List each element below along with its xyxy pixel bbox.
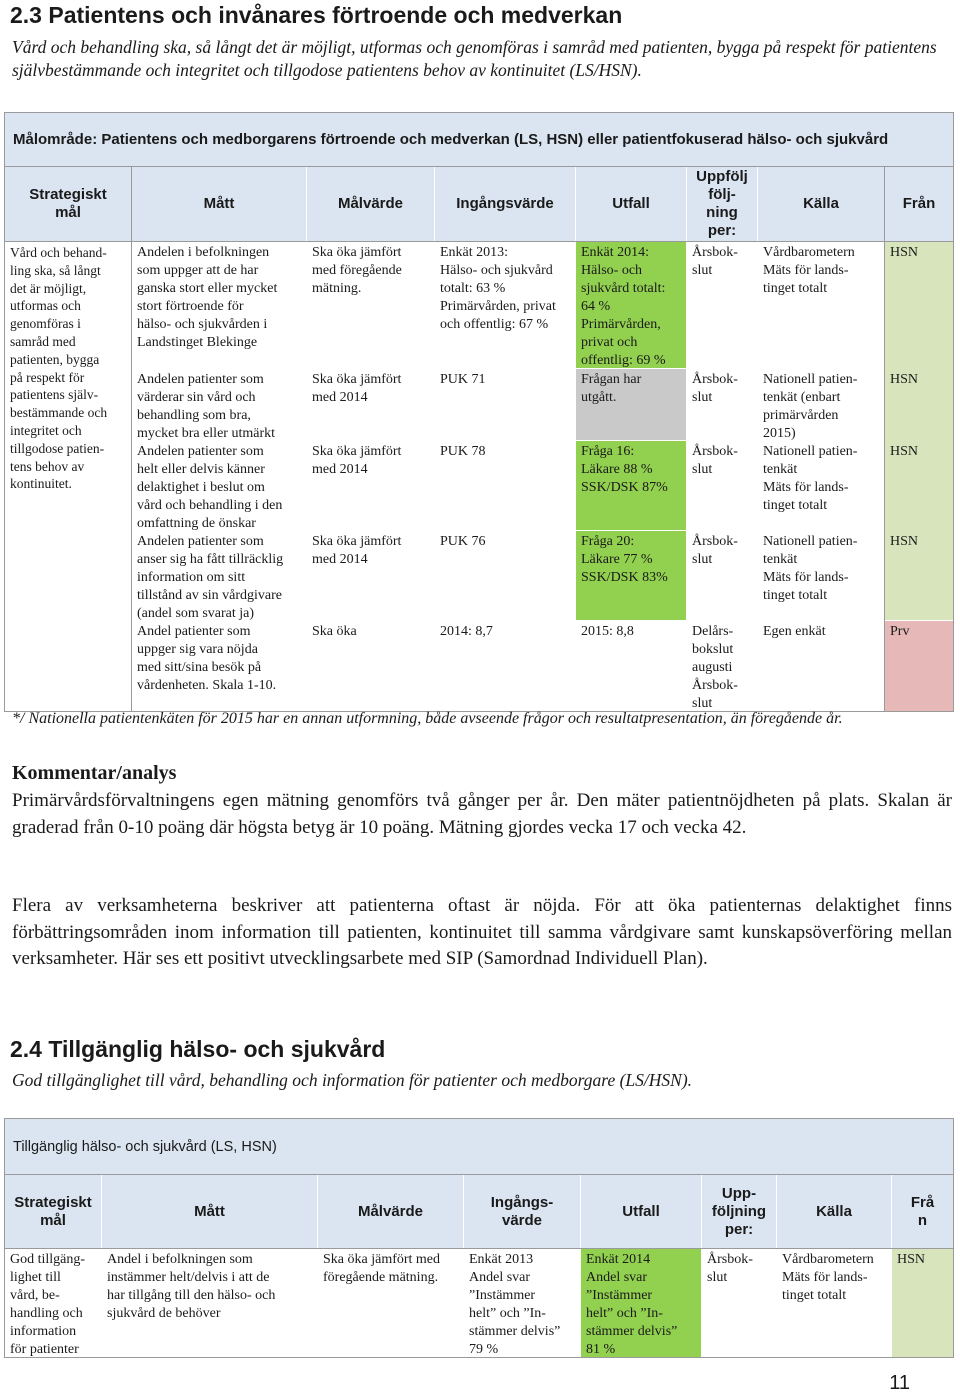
row4-source: Nationell patien- tenkät Mäts för lands- tinget totalt	[763, 534, 858, 603]
header-from: Från	[885, 167, 953, 241]
comment-paragraph-2: Flera av verksamheterna beskriver att patienterna oftast är nöjda. För att öka patienternas delaktighet finns förbättringsområden inom information till patienten, kontinuitet till samma vårdgivare samt kunskapsöverföring mellan verksamheter. Här ses ett positivt utvecklingsarbete med SIP (Samordnad Individuell Plan).	[12, 895, 952, 969]
row5-target: Ska öka	[312, 624, 357, 639]
from-bg-hsn	[885, 242, 953, 620]
row3-measure: Andelen patienter som helt eller delvis känner delaktighet i beslut om vård och behandling i den omfattning de önskar	[137, 444, 283, 531]
row4-target: Ska öka jämfört med 2014	[312, 534, 402, 567]
header-target-value: Målvärde	[307, 167, 434, 241]
grid-line	[884, 167, 885, 712]
row1-measure: Andelen i befolkningen som uppger att de har ganska stort eller mycket stort förtroende för hälso- och sjukvården i Landstinget Blekinge	[137, 245, 278, 350]
table-title: Tillgänglig hälso- och sjukvård (LS, HSN)	[5, 1119, 953, 1175]
grid-line	[131, 167, 132, 712]
row1-target: Ska öka jämfört med föregående mätning.	[312, 245, 402, 296]
row3-from: HSN	[890, 444, 919, 459]
header-source: Källa	[777, 1175, 891, 1248]
row2-outcome: Frågan har utgått.	[581, 372, 642, 405]
header-outcome: Utfall	[581, 1175, 701, 1248]
row4-from: HSN	[890, 534, 919, 549]
section-heading-2-3: 2.3 Patientens och invånares förtroende och medverkan	[10, 2, 623, 28]
comment-paragraph-1: Primärvårdsförvaltningens egen mätning genomförs två gånger per år. Den mäter patientnöjdheten på plats. Skalan är graderad från 0-10 poäng där högsta betyg är 10 poäng. Mätning gjordes vecka 17 och vecka 42.	[12, 790, 952, 838]
row3-source: Nationell patien- tenkät Mäts för lands- tinget totalt	[763, 444, 858, 513]
footnote: */ Nationella patientenkäten för 2015 har en annan utformning, både avseende frågor och resultatpresentation, än föregående år.	[12, 710, 843, 727]
page-number: 11	[889, 1372, 910, 1393]
t2-followup: Årsbok- slut	[707, 1252, 753, 1285]
row2-measure: Andelen patienter som värderar sin vård och behandling som bra, mycket bra eller utmärkt	[137, 372, 275, 441]
t2-strategic-goal: God tillgäng- lighet till vård, be- handling och information för patienter	[10, 1252, 86, 1357]
strategic-goal-text: Vård och behand- ling ska, så långt det är möjligt, utformas och genomföras i samråd med patienten, bygga på respekt för patientens själv- bestämmande och integritet och tillgodose patien- tens behov av kontinuitet.	[10, 245, 108, 492]
t2-baseline: Enkät 2013 Andel svar ”Instämmer helt” och ”In- stämmer delvis” 79 %	[469, 1252, 561, 1357]
t2-source: Vårdbarometern Mäts för lands- tinget totalt	[782, 1252, 874, 1303]
row1-outcome: Enkät 2014: Hälso- och sjukvård totalt: 64 % Primärvården, privat och offentlig: 69 %	[581, 245, 666, 368]
section-lead-2-3: Vård och behandling ska, så långt det är möjligt, utformas och genomföras i samråd med patienten, bygga på respekt för patientens självbestämmande och integritet och tillgodose patientens behov av kontinuitet (LS/HSN).	[12, 37, 937, 80]
row1-followup: Årsbok- slut	[692, 245, 738, 278]
header-baseline: Ingångsvärde	[435, 167, 575, 241]
t2-target: Ska öka jämfört med föregående mätning.	[323, 1252, 441, 1285]
row5-followup: Delårs- bokslut augusti Årsbok- slut	[692, 624, 738, 711]
header-strategic-goal: Strategiskt mål	[5, 1175, 101, 1248]
row5-outcome: 2015: 8,8	[581, 624, 634, 639]
row1-baseline: Enkät 2013: Hälso- och sjukvård totalt: 63 % Primärvården, privat och offentlig: 67 %	[440, 245, 556, 332]
row3-outcome: Fråga 16: Läkare 88 % SSK/DSK 87%	[581, 444, 668, 495]
row5-source: Egen enkät	[763, 624, 826, 639]
row1-from: HSN	[890, 245, 919, 260]
header-followup: Uppfölj följ- ning per:	[687, 167, 757, 241]
header-followup: Upp- följning per:	[702, 1175, 776, 1248]
row5-measure: Andel patienter som uppger sig vara nöjda med sitt/sina besök på vårdenheten. Skala 1-10.	[137, 624, 277, 693]
row2-source: Nationell patien- tenkät (enbart primärvården 2015)	[763, 372, 858, 441]
section-heading-2-4: 2.4 Tillgänglig hälso- och sjukvård	[10, 1036, 386, 1062]
row4-followup: Årsbok- slut	[692, 534, 738, 567]
t2-measure: Andel i befolkningen som instämmer helt/delvis i att de har tillgång till den hälso- och sjukvård de behöver	[107, 1252, 276, 1321]
row2-from: HSN	[890, 372, 919, 387]
section-lead-2-4: God tillgänglighet till vård, behandling och information för patienter och medborgare (LS/HSN).	[12, 1070, 693, 1090]
header-strategic-goal: Strategiskt mål	[5, 167, 131, 241]
header-from: Frå n	[892, 1175, 953, 1248]
row4-baseline: PUK 76	[440, 534, 486, 549]
row2-followup: Årsbok- slut	[692, 372, 738, 405]
row3-target: Ska öka jämfört med 2014	[312, 444, 402, 477]
row5-baseline: 2014: 8,7	[440, 624, 493, 639]
header-target-value: Målvärde	[318, 1175, 463, 1248]
grid-line	[4, 1248, 954, 1249]
t2-outcome: Enkät 2014 Andel svar ”Instämmer helt” och ”In- stämmer delvis” 81 %	[586, 1252, 678, 1357]
row4-measure: Andelen patienter som anser sig ha fått tillräcklig information om sitt tillstånd av sin vårdgivare (andel som svarat ja)	[137, 534, 284, 621]
row2-baseline: PUK 71	[440, 372, 486, 387]
comment-heading: Kommentar/analys	[12, 762, 177, 784]
header-measure: Mått	[102, 1175, 317, 1248]
grid-line	[4, 241, 954, 242]
table-title: Målområde: Patientens och medborgarens förtroende och medverkan (LS, HSN) eller patientfokuserad hälso- och sjukvård	[5, 113, 953, 167]
header-outcome: Utfall	[576, 167, 686, 241]
row5-from: Prv	[890, 624, 910, 639]
header-source: Källa	[758, 167, 884, 241]
row3-baseline: PUK 78	[440, 444, 486, 459]
row2-target: Ska öka jämfört med 2014	[312, 372, 402, 405]
t2-from: HSN	[897, 1252, 926, 1267]
header-measure: Mått	[132, 167, 306, 241]
header-baseline: Ingångs- värde	[464, 1175, 580, 1248]
row1-source: Vårdbarometern Mäts för lands- tinget totalt	[763, 245, 855, 296]
row4-outcome: Fråga 20: Läkare 77 % SSK/DSK 83%	[581, 534, 668, 585]
row3-followup: Årsbok- slut	[692, 444, 738, 477]
